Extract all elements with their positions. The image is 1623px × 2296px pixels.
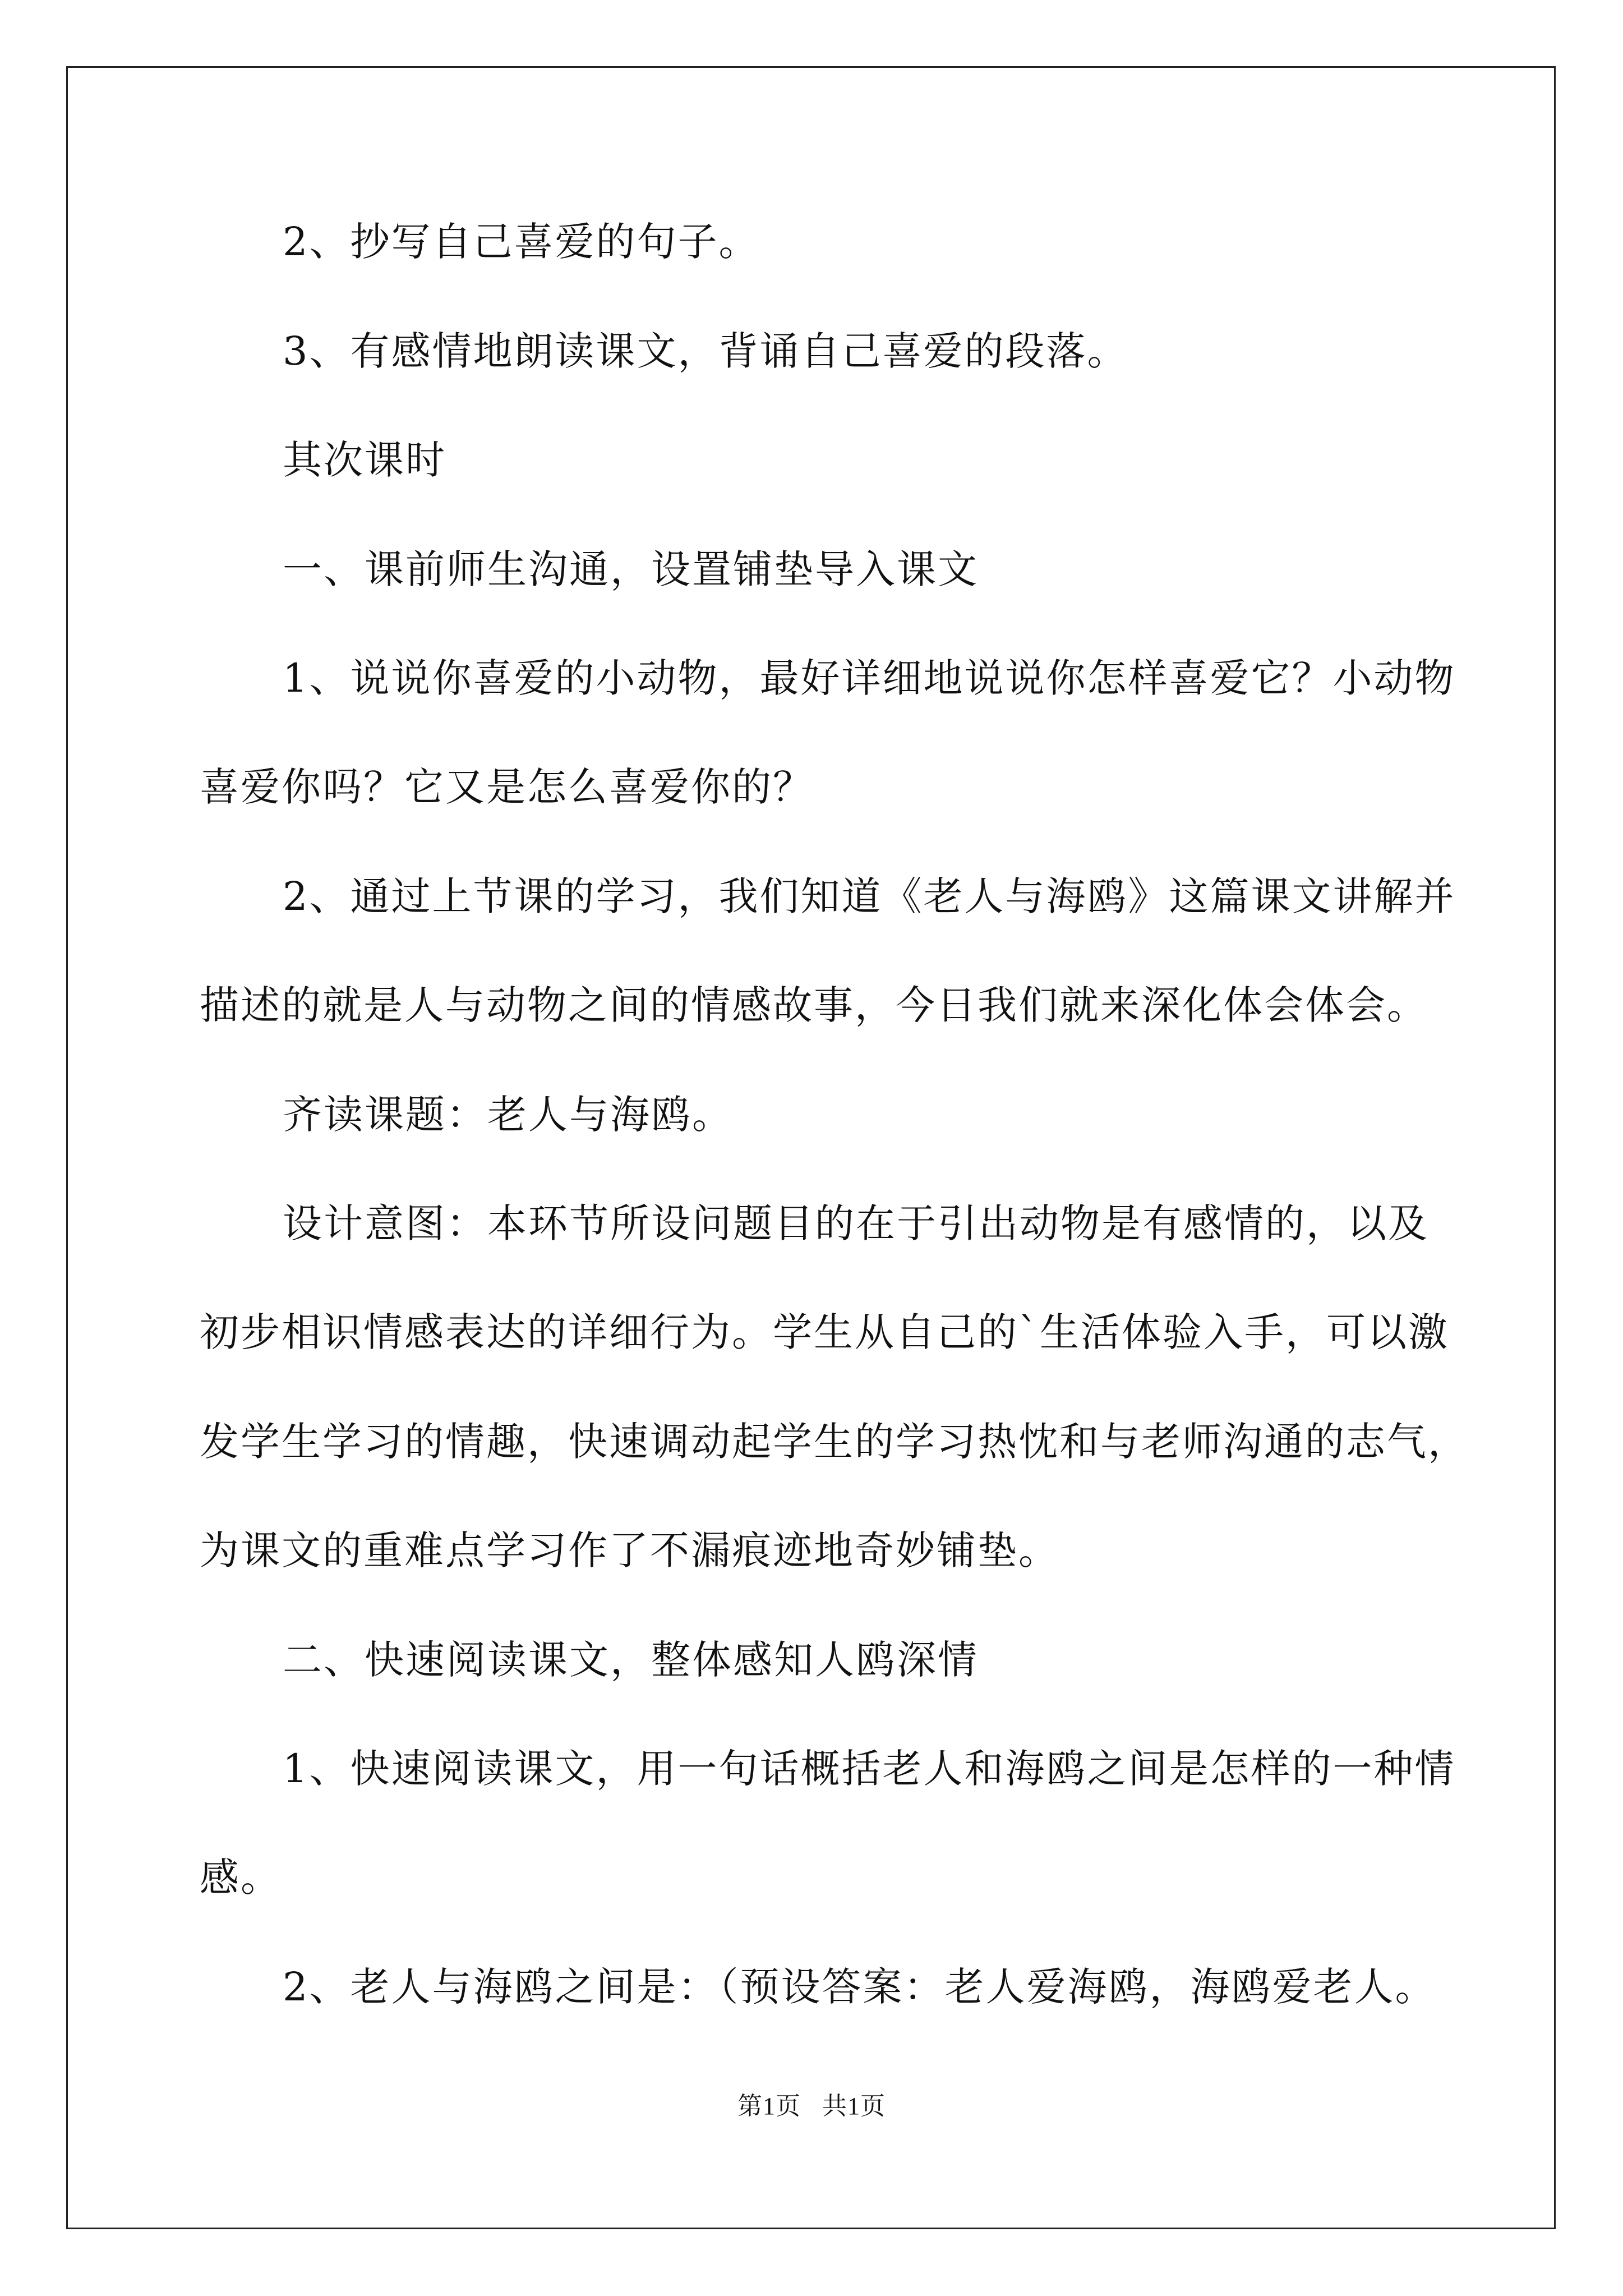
section-heading: 二、快速阅读课文，整体感知人鸥深情: [283, 1637, 979, 1683]
paragraph-line: 为课文的重难点学习作了不漏痕迹地奇妙铺垫。: [200, 1527, 1059, 1573]
section-heading: 一、课前师生沟通，设置铺垫导入课文: [283, 546, 979, 592]
paragraph-line: 发学生学习的情趣，快速调动起学生的学习热忱和与老师沟通的志气，: [200, 1419, 1469, 1465]
paragraph-line: 初步相识情感表达的详细行为。学生从自己的`生活体验入手，可以激: [200, 1309, 1449, 1355]
page-footer: [0, 2090, 1623, 2123]
paragraph-line: 1、说说你喜爱的小动物，最好详细地说说你怎样喜爱它？小动物: [283, 655, 1456, 701]
page-number-current: 第1页: [737, 2092, 801, 2120]
paragraph-line: 2、通过上节课的学习，我们知道《老人与海鸥》这篇课文讲解并: [283, 873, 1456, 919]
paragraph-line: 感。: [200, 1855, 282, 1901]
page-border: [66, 66, 1556, 2229]
paragraph-line: 喜爱你吗？它又是怎么喜爱你的？: [200, 764, 814, 810]
paragraph-line: 设计意图：本环节所设问题目的在于引出动物是有感情的，以及: [283, 1200, 1429, 1246]
paragraph-line: 3、有感情地朗读课文，背诵自己喜爱的段落。: [283, 328, 1128, 374]
paragraph-line: 2、老人与海鸥之间是：（预设答案：老人爱海鸥，海鸥爱老人。: [283, 1964, 1436, 2010]
paragraph-line: 2、抄写自己喜爱的句子。: [283, 219, 760, 265]
paragraph-line: 描述的就是人与动物之间的情感故事，今日我们就来深化体会体会。: [200, 982, 1428, 1028]
paragraph-line: 1、快速阅读课文，用一句话概括老人和海鸥之间是怎样的一种情: [283, 1746, 1456, 1792]
page-number-total: 共1页: [822, 2092, 886, 2120]
section-heading: 其次课时: [283, 437, 446, 483]
paragraph-line: 齐读课题：老人与海鸥。: [283, 1092, 733, 1138]
